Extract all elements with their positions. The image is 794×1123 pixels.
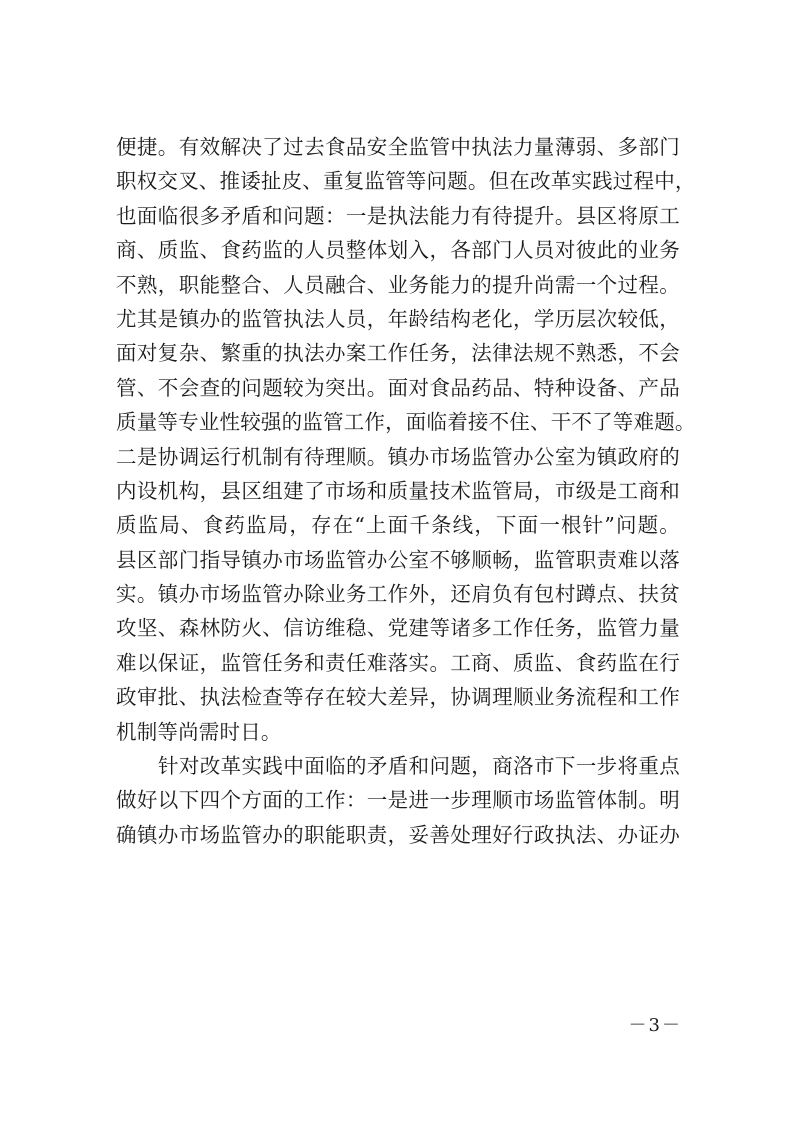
text-line: 也面临很多矛盾和问题：一是执法能力有待提升。县区将原工 <box>116 203 680 228</box>
text-line: 便捷。有效解决了过去食品安全监管中执法力量薄弱、多部门 <box>116 135 680 159</box>
text-line: 内设机构，县区组建了市场和质量技术监管局，市级是工商和 <box>116 478 680 503</box>
page-number: －3－ <box>628 1015 682 1036</box>
paragraph-2 <box>116 749 680 852</box>
text-line: 职权交叉、推诿扯皮、重复监管等问题。但在改革实践过程中， <box>116 169 696 194</box>
text-line: 县区部门指导镇办市场监管办公室不够顺畅，监管职责难以落 <box>116 547 680 572</box>
text-line: 尤其是镇办的监管执法人员，年龄结构老化，学历层次较低， <box>116 306 680 331</box>
text-line: 难以保证，监管任务和责任难落实。工商、质监、食药监在行 <box>116 650 680 675</box>
text-line: 质监局、食药监局，存在“上面千条线，下面一根针”问题。 <box>116 513 680 538</box>
text-line: 管、不会查的问题较为突出。面对食品药品、特种设备、产品 <box>116 375 680 400</box>
text-line: 质量等专业性较强的监管工作，面临着接不住、干不了等难题。 <box>116 410 696 435</box>
text-line: 不熟，职能整合、人员融合、业务能力的提升尚需一个过程。 <box>116 272 680 297</box>
body-text <box>116 130 696 852</box>
text-line: 机制等尚需时日。 <box>116 719 282 744</box>
text-line: 针对改革实践中面临的矛盾和问题，商洛市下一步将重点 <box>158 754 680 779</box>
text-line: 攻坚、森林防火、信访维稳、党建等诸多工作任务，监管力量 <box>116 616 680 641</box>
text-line: 实。镇办市场监管办除业务工作外，还肩负有包村蹲点、扶贫 <box>116 582 680 607</box>
text-line: 确镇办市场监管办的职能职责，妥善处理好行政执法、办证办 <box>116 822 680 847</box>
text-line: 商、质监、食药监的人员整体划入，各部门人员对彼此的业务 <box>116 238 680 263</box>
text-line: 二是协调运行机制有待理顺。镇办市场监管办公室为镇政府的 <box>116 444 680 469</box>
text-line: 政审批、执法检查等存在较大差异，协调理顺业务流程和工作 <box>116 685 680 710</box>
text-line: 做好以下四个方面的工作：一是进一步理顺市场监管体制。明 <box>116 788 680 813</box>
paragraph-1 <box>116 130 696 749</box>
text-line: 面对复杂、繁重的执法办案工作任务，法律法规不熟悉，不会 <box>116 341 680 366</box>
